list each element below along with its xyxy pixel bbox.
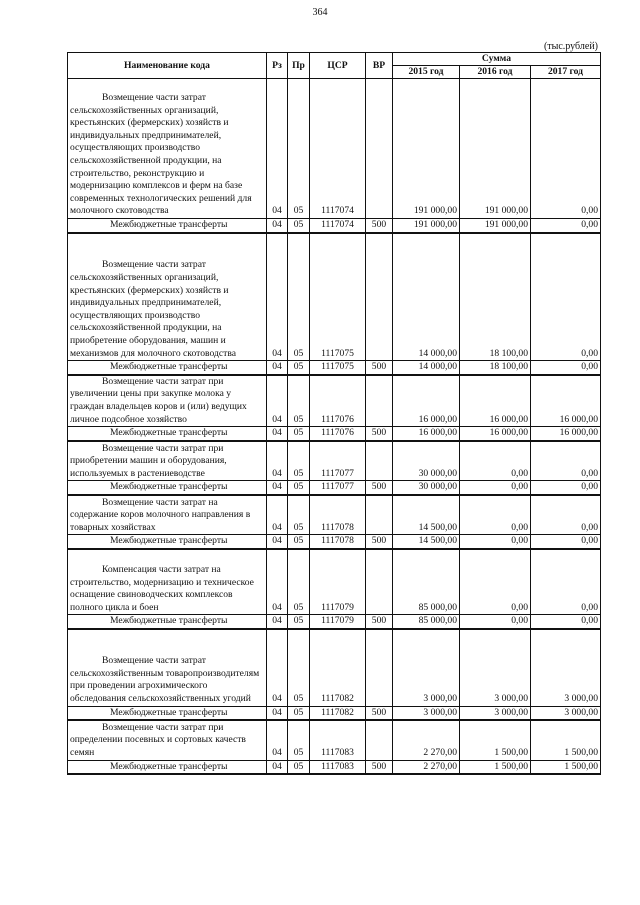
header-2017: 2017 год (531, 66, 601, 79)
cell-csr: 1117082 (310, 706, 366, 720)
cell-csr: 1117075 (310, 361, 366, 375)
cell-2015: 30 000,00 (393, 441, 460, 481)
cell-vr: 500 (366, 535, 393, 549)
cell-csr: 1117075 (310, 233, 366, 361)
cell-csr: 1117083 (310, 760, 366, 774)
header-pr: Пр (288, 53, 310, 79)
header-rz: Рз (267, 53, 288, 79)
cell-2015: 16 000,00 (393, 427, 460, 441)
cell-rz: 04 (267, 720, 288, 760)
cell-rz: 04 (267, 629, 288, 706)
cell-vr (366, 441, 393, 481)
cell-2015: 14 500,00 (393, 535, 460, 549)
cell-pr: 05 (288, 535, 310, 549)
cell-2017: 3 000,00 (531, 629, 601, 706)
cell-2016: 0,00 (460, 549, 531, 615)
cell-2017: 0,00 (531, 441, 601, 481)
cell-name: Компенсация части затрат на строительство, модернизацию и техническое оснащение свиноводческих комплексов полного цикла и боен (68, 549, 267, 615)
cell-name: Возмещение части затрат при приобретении машин и оборудования, используемых в растениеводстве (68, 441, 267, 481)
table-row (68, 495, 601, 535)
cell-2017: 1 500,00 (531, 760, 601, 774)
header-sum: Сумма (393, 53, 601, 66)
cell-name: Возмещение части затрат сельскохозяйственных организаций, крестьянских (фермерских) хозяйств и индивидуальных предпринимателей, осуществляющих производство сельскохозяйственной продукции, на строительство, реконструкцию и модернизацию комплексов и ферм на базе современных технологических решений для молочного скотоводства (68, 79, 267, 219)
cell-csr: 1117082 (310, 629, 366, 706)
cell-name: Межбюджетные трансферты (68, 760, 267, 774)
cell-pr: 05 (288, 720, 310, 760)
cell-2016: 3 000,00 (460, 629, 531, 706)
table-row (68, 79, 601, 219)
cell-2016: 0,00 (460, 615, 531, 629)
cell-2016: 18 100,00 (460, 233, 531, 361)
transfer-row (68, 481, 601, 495)
table-row (68, 549, 601, 615)
header-vr: ВР (366, 53, 393, 79)
cell-name: Возмещение части затрат сельскохозяйственным товаропроизводителям при проведении агрохимического обследования сельскохозяйственных угодий (68, 629, 267, 706)
cell-name: Межбюджетные трансферты (68, 481, 267, 495)
cell-2016: 3 000,00 (460, 706, 531, 720)
budget-table (67, 52, 601, 775)
cell-pr: 05 (288, 441, 310, 481)
cell-name: Возмещение части затрат при определении посевных и сортовых качеств семян (68, 720, 267, 760)
cell-rz: 04 (267, 495, 288, 535)
cell-2017: 16 000,00 (531, 427, 601, 441)
cell-pr: 05 (288, 427, 310, 441)
transfer-row (68, 361, 601, 375)
cell-vr: 500 (366, 361, 393, 375)
cell-2015: 3 000,00 (393, 706, 460, 720)
table-row (68, 629, 601, 706)
cell-2017: 0,00 (531, 549, 601, 615)
cell-vr (366, 375, 393, 427)
cell-vr (366, 549, 393, 615)
cell-2015: 191 000,00 (393, 79, 460, 219)
cell-pr: 05 (288, 495, 310, 535)
header-name: Наименование кода (68, 53, 267, 79)
cell-vr: 500 (366, 219, 393, 233)
cell-rz: 04 (267, 427, 288, 441)
header-2015: 2015 год (393, 66, 460, 79)
header-2016: 2016 год (460, 66, 531, 79)
cell-pr: 05 (288, 760, 310, 774)
cell-rz: 04 (267, 706, 288, 720)
transfer-row (68, 706, 601, 720)
table-row (68, 720, 601, 760)
cell-csr: 1117078 (310, 535, 366, 549)
cell-vr: 500 (366, 760, 393, 774)
cell-name: Межбюджетные трансферты (68, 219, 267, 233)
cell-name: Возмещение части затрат сельскохозяйственных организаций, крестьянских (фермерских) хозяйств и индивидуальных предпринимателей, осуществляющих производство сельскохозяйственной продукции, на приобретение оборудования, машин и механизмов для молочного скотоводства (68, 233, 267, 361)
cell-name: Межбюджетные трансферты (68, 361, 267, 375)
cell-name: Межбюджетные трансферты (68, 427, 267, 441)
cell-2016: 0,00 (460, 481, 531, 495)
cell-2017: 0,00 (531, 361, 601, 375)
header-csr: ЦСР (310, 53, 366, 79)
cell-pr: 05 (288, 549, 310, 615)
cell-name: Межбюджетные трансферты (68, 535, 267, 549)
cell-2017: 16 000,00 (531, 375, 601, 427)
cell-2016: 1 500,00 (460, 720, 531, 760)
transfer-row (68, 219, 601, 233)
cell-pr: 05 (288, 79, 310, 219)
cell-2017: 3 000,00 (531, 706, 601, 720)
cell-2015: 85 000,00 (393, 549, 460, 615)
transfer-row (68, 615, 601, 629)
cell-2017: 0,00 (531, 481, 601, 495)
cell-2015: 16 000,00 (393, 375, 460, 427)
cell-vr (366, 720, 393, 760)
cell-rz: 04 (267, 535, 288, 549)
transfer-row (68, 760, 601, 774)
cell-2015: 191 000,00 (393, 219, 460, 233)
cell-rz: 04 (267, 79, 288, 219)
transfer-row (68, 535, 601, 549)
table-row (68, 441, 601, 481)
table-row (68, 375, 601, 427)
cell-vr (366, 629, 393, 706)
cell-pr: 05 (288, 481, 310, 495)
cell-name: Межбюджетные трансферты (68, 706, 267, 720)
cell-2017: 0,00 (531, 495, 601, 535)
cell-2015: 2 270,00 (393, 720, 460, 760)
cell-2016: 191 000,00 (460, 219, 531, 233)
cell-csr: 1117079 (310, 615, 366, 629)
cell-2016: 0,00 (460, 535, 531, 549)
cell-pr: 05 (288, 219, 310, 233)
cell-2017: 1 500,00 (531, 720, 601, 760)
cell-rz: 04 (267, 760, 288, 774)
cell-rz: 04 (267, 549, 288, 615)
page-number: 364 (312, 7, 328, 18)
cell-rz: 04 (267, 233, 288, 361)
cell-vr (366, 233, 393, 361)
cell-rz: 04 (267, 219, 288, 233)
cell-rz: 04 (267, 361, 288, 375)
cell-2015: 2 270,00 (393, 760, 460, 774)
cell-vr: 500 (366, 615, 393, 629)
cell-csr: 1117079 (310, 549, 366, 615)
cell-2016: 16 000,00 (460, 375, 531, 427)
cell-csr: 1117083 (310, 720, 366, 760)
cell-2015: 14 000,00 (393, 361, 460, 375)
cell-2016: 0,00 (460, 441, 531, 481)
cell-rz: 04 (267, 615, 288, 629)
cell-2017: 0,00 (531, 233, 601, 361)
cell-csr: 1117077 (310, 481, 366, 495)
cell-name: Возмещение части затрат на содержание коров молочного направления в товарных хозяйствах (68, 495, 267, 535)
units-label: (тыс.рублей) (543, 41, 598, 52)
cell-vr (366, 495, 393, 535)
cell-2017: 0,00 (531, 79, 601, 219)
cell-rz: 04 (267, 441, 288, 481)
cell-pr: 05 (288, 233, 310, 361)
cell-vr: 500 (366, 481, 393, 495)
cell-vr (366, 79, 393, 219)
cell-rz: 04 (267, 481, 288, 495)
cell-csr: 1117076 (310, 427, 366, 441)
transfer-row (68, 427, 601, 441)
cell-2016: 0,00 (460, 495, 531, 535)
cell-2017: 0,00 (531, 535, 601, 549)
table-body (68, 79, 601, 775)
cell-2016: 1 500,00 (460, 760, 531, 774)
cell-2016: 16 000,00 (460, 427, 531, 441)
cell-pr: 05 (288, 706, 310, 720)
cell-rz: 04 (267, 375, 288, 427)
cell-pr: 05 (288, 375, 310, 427)
cell-vr: 500 (366, 706, 393, 720)
cell-name: Межбюджетные трансферты (68, 615, 267, 629)
cell-2015: 85 000,00 (393, 615, 460, 629)
cell-2016: 18 100,00 (460, 361, 531, 375)
cell-2016: 191 000,00 (460, 79, 531, 219)
cell-name: Возмещение части затрат при увеличении цены при закупке молока у граждан владельцев коров и (или) ведущих личное подсобное хозяйство (68, 375, 267, 427)
cell-pr: 05 (288, 615, 310, 629)
cell-vr: 500 (366, 427, 393, 441)
cell-pr: 05 (288, 629, 310, 706)
cell-csr: 1117074 (310, 219, 366, 233)
cell-csr: 1117074 (310, 79, 366, 219)
cell-2015: 14 500,00 (393, 495, 460, 535)
cell-csr: 1117077 (310, 441, 366, 481)
cell-2015: 3 000,00 (393, 629, 460, 706)
cell-2017: 0,00 (531, 219, 601, 233)
cell-pr: 05 (288, 361, 310, 375)
cell-2015: 14 000,00 (393, 233, 460, 361)
cell-2017: 0,00 (531, 615, 601, 629)
table-row (68, 233, 601, 361)
cell-csr: 1117076 (310, 375, 366, 427)
cell-csr: 1117078 (310, 495, 366, 535)
cell-2015: 30 000,00 (393, 481, 460, 495)
